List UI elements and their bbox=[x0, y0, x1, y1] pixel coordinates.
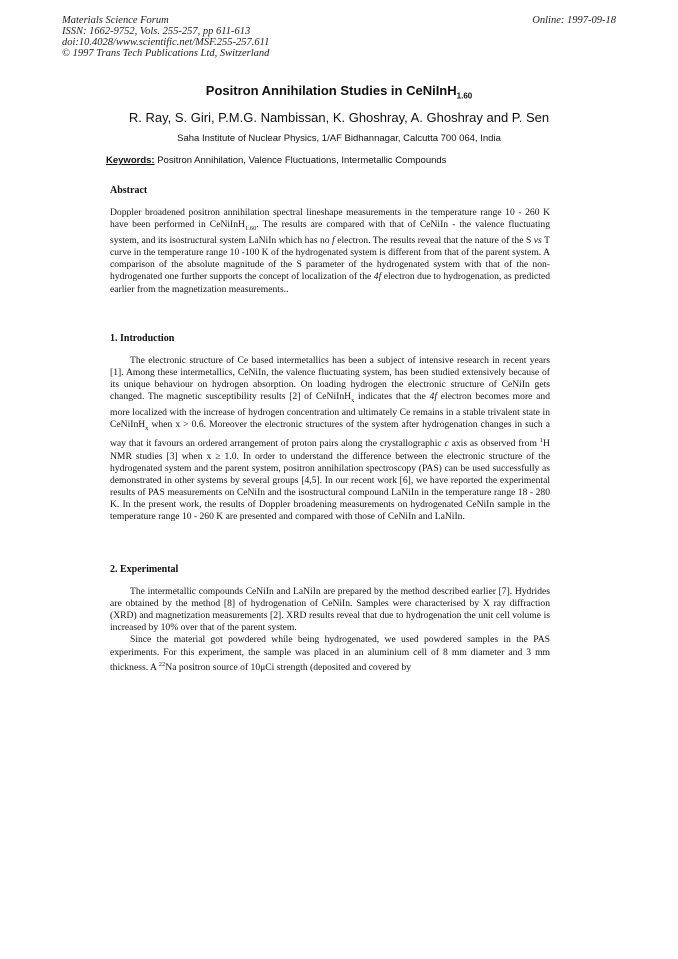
copyright-line: © 1997 Trans Tech Publications Ltd, Switzerland bbox=[62, 48, 270, 59]
doi-line: doi:10.4028/www.scientific.net/MSF.255-257.611 bbox=[62, 37, 270, 48]
title-text: Positron Annihilation Studies in CeNiInH bbox=[205, 83, 457, 98]
abstract-paragraph: Doppler broadened positron annihilation spectral lineshape measurements in the temperature range 10 - 260 K have been performed in CeNiInH$_{1.60}$. The results are compared with that of CeNiIn - the valence fluctuating system, and its isostructural system LaNiIn which has no f electron. The results reveal that the nature of the S vs T curve in the temperature range 10 -100 K of the hydrogenated system is different from that of the parent system. A comparison of the absolute magnitude of the S parameter of the hydrogenated system with that of the non-hydrogenated one further supports the concept of localization of the 4f electron due to hydrogenation, as predicted earlier from the magnetization measurements.. bbox=[110, 207, 550, 295]
experimental-section bbox=[110, 564, 550, 674]
authors: R. Ray, S. Giri, P.M.G. Nambissan, K. Ghoshray, A. Ghoshray and P. Sen bbox=[128, 110, 550, 125]
experimental-heading: 2. Experimental bbox=[110, 564, 179, 575]
abstract-section bbox=[110, 185, 550, 296]
affiliation: Saha Institute of Nuclear Physics, 1/AF Bidhannagar, Calcutta 700 064, India bbox=[177, 133, 501, 144]
introduction-section bbox=[110, 333, 550, 523]
keywords-text: Positron Annihilation, Valence Fluctuations, Intermetallic Compounds bbox=[157, 155, 447, 166]
introduction-paragraph: The electronic structure of Ce based intermetallics has been a subject of intensive research in recent years [1]. Among these intermetallics, CeNiIn, the valence fluctuating system, has been studied extensively because of its unique behaviour on hydrogen absorption. On loading hydrogen the electronic structure of CeNiIn gets changed. The magnetic susceptibility results [2] of CeNiInH$_x$ indicates that the 4f electron becomes more and more localized with the increase of hydrogen concentration and ultimately Ce remains in a stable trivalent state in CeNiInH$_x$ when x > 0.6. Moreover the electronic structures of the system after hydrogenation changes in such a way that it favours an ordered arrangement of proton pairs along the crystallographic c axis as observed from $^1$H NMR studies [3] when x ≥ 1.0. In order to understand the difference between the electronic structure of the hydrogenated system and the parent system, positron annihilation spectroscopy (PAS) can be used successfully as demonstrated in other systems by several groups [4,5]. In our recent work [6], we have reported the experimental results of PAS measurements on CeNiIn and the isostructural compound LaNiIn in the temperature range 18 - 280 K. In the present work, the results of Doppler broadening measurements on hydrogenated CeNiIn sample in the temperature range 10 - 260 K are presented and compared with those of CeNiIn and LaNiIn. bbox=[110, 355, 550, 523]
experimental-paragraph-1: The intermetallic compounds CeNiIn and LaNiIn are prepared by the method described earlier [7]. Hydrides are obtained by the method [8] of hydrogenation of CeNiIn. Samples were characterised by X ray diffraction (XRD) and magnetization measurements [2]. XRD results reveal that due to hydrogenation the unit cell volume is increased by 10% over that of the parent system. bbox=[110, 586, 550, 634]
paper-title bbox=[0, 83, 678, 101]
keywords-label: Keywords: bbox=[106, 155, 155, 166]
journal-info bbox=[62, 15, 269, 59]
keywords bbox=[106, 155, 446, 166]
journal-name: Materials Science Forum bbox=[62, 15, 169, 26]
issn-line: ISSN: 1662-9752, Vols. 255-257, pp 611-613 bbox=[62, 26, 251, 37]
online-date: Online: 1997-09-18 bbox=[532, 15, 616, 26]
title-subscript: 1.60 bbox=[456, 91, 473, 101]
abstract-heading: Abstract bbox=[110, 185, 148, 196]
introduction-heading: 1. Introduction bbox=[110, 333, 175, 344]
experimental-paragraph-2: Since the material got powdered while being hydrogenated, we used powdered samples in the PAS experiments. For this experiment, the sample was placed in an aluminium cell of 8 mm diameter and 3 mm thickness. A $^{22}$Na positron source of 10μCi strength (deposited and covered by bbox=[110, 634, 550, 673]
